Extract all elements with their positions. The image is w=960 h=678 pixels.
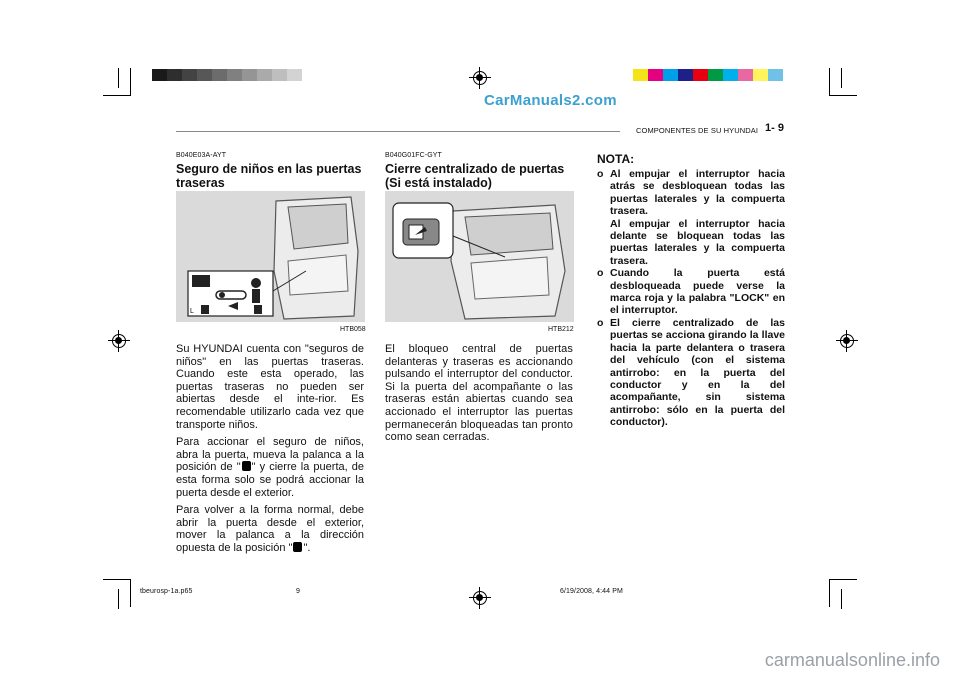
color-swatch [197,69,212,81]
footer-timestamp: 6/19/2008, 4:44 PM [560,588,623,595]
section-code: B040G01FC-GYT [385,152,442,159]
color-swatch [152,69,167,81]
lock-letter: L [190,308,194,315]
lock-icon [242,461,251,471]
paragraph: Para accionar el seguro de niños, abra la puerta, mueva la palanca a la posición de " " y cierre la puerta, de esta forma solo se podrá accionar la puerta desde el exterior. [176,436,364,499]
section-heading: Seguro de niños en las puertas traseras [176,162,362,190]
color-swatch [167,69,182,81]
note-list [597,168,785,429]
color-swatch [678,69,693,81]
list-item: o Al empujar el interruptor hacia atrás se desbloquean todas las puertas laterales y la compuerta trasera. Al empujar el interruptor hacia delante se bloquean todas las puertas laterales y la compuerta trasera. [597,168,785,267]
footer-file: tbeurosp-1a.p65 [140,588,193,595]
color-swatch [242,69,257,81]
color-swatch [648,69,663,81]
header-rule [176,131,620,132]
central-lock-figure [385,191,574,322]
child-lock-figure [176,191,365,322]
color-swatch [182,69,197,81]
footer-page: 9 [296,588,300,595]
color-swatch [723,69,738,81]
color-swatch [738,69,753,81]
section-body [385,343,573,449]
color-swatch [257,69,272,81]
figure-label: HTB058 [340,326,366,333]
watermark-logo[interactable]: CarManuals2.com [484,92,617,109]
registration-mark-icon [836,330,858,352]
note-heading: NOTA: [597,152,635,166]
registration-mark-icon [469,67,491,89]
paragraph: Su HYUNDAI cuenta con "seguros de niños" en las puertas traseras. Cuando este esta operado, las puertas traseras no pueden ser abiertas desde el inte-rior. Es recomendable utilizarlo cada vez que transporte niños. [176,343,364,431]
section-code: B040E03A-AYT [176,152,227,159]
color-swatch [768,69,783,81]
color-swatch [212,69,227,81]
section-title: COMPONENTES DE SU HYUNDAI [636,126,759,135]
list-item: o Cuando la puerta está desbloqueada puede verse la marca roja y la palabra "LOCK" en el interruptor. [597,267,785,317]
paragraph: Para volver a la forma normal, debe abrir la puerta desde el exterior, mover la palanca a la dirección opuesta de la posición " ". [176,504,364,554]
color-swatch [693,69,708,81]
figure-label: HTB212 [548,326,574,333]
lock-icon [293,542,302,552]
registration-mark-icon [469,587,491,609]
registration-mark-icon [108,330,130,352]
door-switch-illustration [385,191,574,322]
door-illustration [176,191,365,322]
color-swatch [272,69,287,81]
section-body [176,343,364,560]
color-swatch [753,69,768,81]
color-swatch [633,69,648,81]
page-number: 1- 9 [765,122,784,134]
color-swatch [663,69,678,81]
color-swatch [708,69,723,81]
list-item: o El cierre centralizado de las puertas se acciona girando la llave hacia la parte delantera o trasera del vehículo (con el sistema antirrobo: en la puerta del conductor y en la del acompañante, sin sistema antirrobo: sólo en la puerta del conductor). [597,316,785,429]
color-swatch [287,69,302,81]
footer-site-link[interactable]: carmanualsonline.info [764,650,940,670]
color-swatch [227,69,242,81]
paragraph: El bloqueo central de puertas delanteras y traseras es accionando pulsando el interruptor del conductor. Si la puerta del acompañante o las traseras están abiertas cuando sea accionado el interruptor las puertas permanecerán bloqueadas tan pronto como sean cerradas. [385,343,573,444]
section-heading: Cierre centralizado de puertas (Si está instalado) [385,162,565,190]
